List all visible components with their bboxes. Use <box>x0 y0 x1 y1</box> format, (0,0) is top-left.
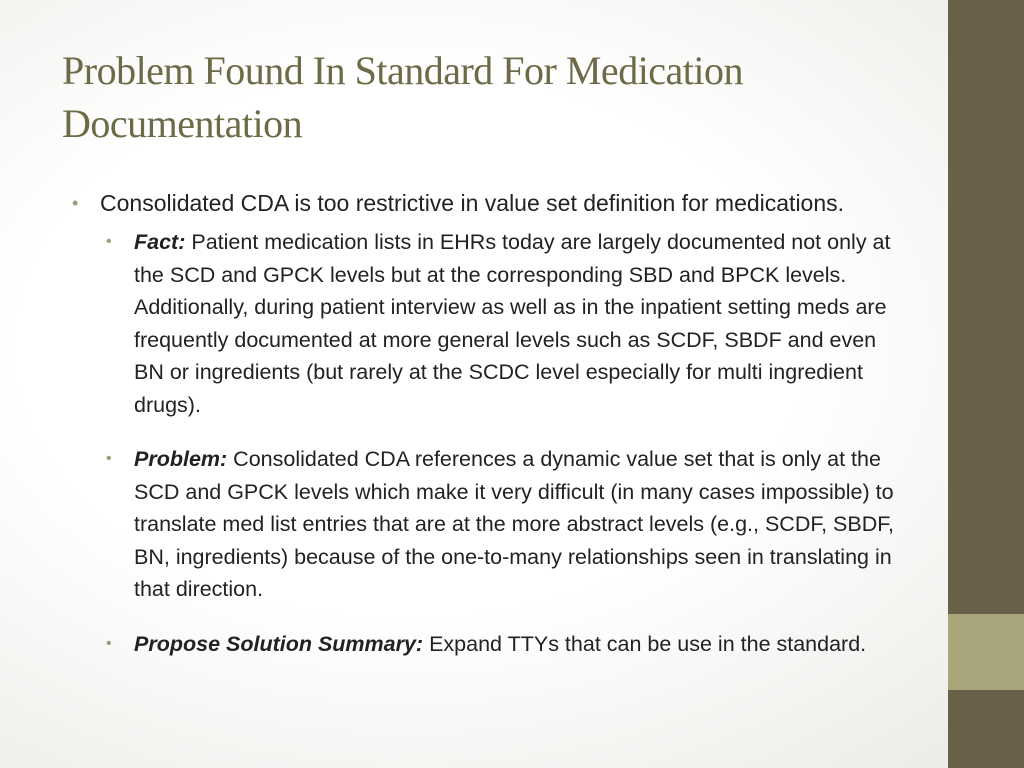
bullet-icon: • <box>106 233 112 250</box>
sub-bullet-text: Patient medication lists in EHRs today are largely documented not only at the SCD and GPCK levels but at the corresponding SBD and BPCK levels. Additionally, during patient interview as well as in the inpatient setting meds are frequently documented at more general levels such as SCDF, SBDF and even BN or ingredients (but rarely at the SCDC level especially for multi ingredient drugs). <box>134 230 891 417</box>
side-accent-block <box>948 614 1024 690</box>
sub-bullet-text: Consolidated CDA references a dynamic value set that is only at the SCD and GPCK levels which make it very difficult (in many cases impossible) to translate med list entries that are at the more abstract levels (e.g., SCDF, SBDF, BN, ingredients) because of the one-to-many relationships seen in translating in that direction. <box>134 447 894 602</box>
bullet-icon: • <box>72 193 79 213</box>
slide-title: Problem Found In Standard For Medication Documentation <box>62 48 744 146</box>
sub-bullet-label: Fact: <box>134 230 186 254</box>
sub-bullet-solution <box>106 628 902 661</box>
main-bullet-text: Consolidated CDA is too restrictive in value set definition for medications. <box>100 190 845 216</box>
slide-body <box>72 186 902 682</box>
bullet-icon: • <box>106 634 112 652</box>
bullet-icon: • <box>106 450 112 468</box>
sub-bullet-fact <box>106 226 902 422</box>
sub-bullet-text: Expand TTYs that can be use in the standard. <box>429 631 867 656</box>
sub-bullet-problem <box>106 443 902 606</box>
main-bullet <box>72 186 902 220</box>
sub-bullet-label: Problem: <box>134 447 228 472</box>
sub-bullet-label: Propose Solution Summary: <box>134 631 424 656</box>
